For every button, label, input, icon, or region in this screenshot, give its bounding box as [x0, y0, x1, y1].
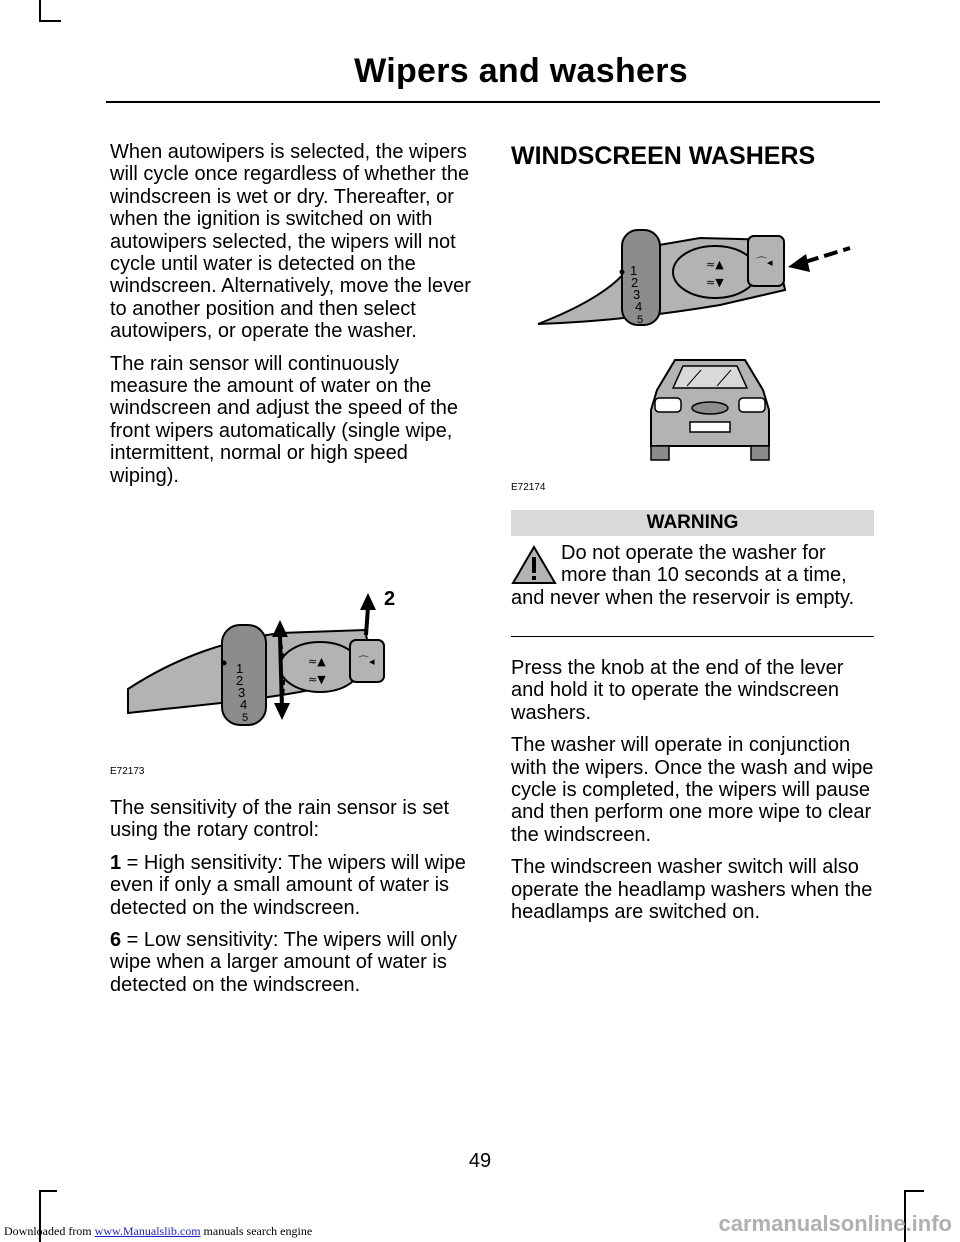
dial-number: 5 [242, 712, 249, 724]
sensitivity-key: 1 [110, 851, 122, 874]
dial-number: 4 [635, 299, 643, 314]
sensitivity-block [110, 797, 476, 1006]
warning-text-body: Do not operate the washer for more than 10 seconds at a time, and never when the reservoir is empty. [511, 542, 855, 609]
dial-number: 1 [236, 661, 244, 676]
figure-callout: 2 [384, 588, 396, 610]
footer-prefix: Downloaded from [4, 1224, 95, 1238]
sensitivity-text: = High sensitivity: The wipers will wipe even if only a small amount of water is detected on the windscreen. [110, 851, 466, 919]
crop-mark [39, 0, 41, 22]
paragraph: The sensitivity of the rain sensor is set using the rotary control: [110, 797, 450, 842]
section-heading: WINDSCREEN WASHERS [511, 142, 816, 170]
crop-mark [39, 20, 61, 22]
warning-heading: WARNING [511, 510, 874, 536]
warning-rule [511, 636, 874, 637]
svg-text:⌒◂: ⌒◂ [756, 256, 773, 269]
title-rule [106, 101, 880, 103]
wiper-lever-rotary-figure [110, 585, 410, 770]
sensitivity-item [110, 929, 476, 996]
right-column [511, 657, 876, 933]
crop-mark [904, 1190, 924, 1192]
dial-number: 3 [238, 685, 246, 700]
paragraph: The rain sensor will continuously measure the amount of water on the windscreen and adjust the speed of the front wipers automatically (single wipe, intermittent, normal or high speed wiping). [110, 352, 459, 487]
dial-number: 2 [631, 275, 639, 290]
dial-number: 2 [236, 673, 244, 688]
figure-code: E72174 [511, 482, 546, 493]
paragraph: Press the knob at the end of the lever and hold it to operate the windscreen washers. [511, 657, 844, 724]
dial-number: 3 [633, 287, 641, 302]
page-title: Wipers and washers [354, 52, 688, 90]
figure-code: E72173 [110, 766, 145, 777]
footer-suffix: manuals search engine [200, 1224, 313, 1238]
dial-number: 5 [637, 314, 644, 326]
paragraph: When autowipers is selected, the wipers will cycle once regardless of whether the windscreen is wet or dry. Thereafter, or when the ignition is switched on with autowipers selected, the wipers will not cycle until water is detected on the windscreen. Alternatively, move the lever to another position and then select autowipers, or operate the washer. [110, 141, 471, 343]
crop-mark [39, 1190, 57, 1192]
svg-text:≈▼: ≈▼ [308, 673, 326, 686]
car-front-figure [645, 350, 775, 462]
footer [4, 1224, 312, 1239]
svg-text:≈▲: ≈▲ [308, 655, 326, 668]
sensitivity-item [110, 852, 476, 919]
dial-number: 4 [240, 697, 248, 712]
watermark: carmanualsonline.info [718, 1211, 952, 1236]
svg-text:≈▲: ≈▲ [706, 258, 724, 271]
svg-text:≈▼: ≈▼ [706, 276, 724, 289]
left-column [110, 141, 476, 497]
sensitivity-text: = Low sensitivity: The wipers will only wipe when a larger amount of water is detected on the windscreen. [110, 929, 457, 996]
warning-icon-spacer [511, 542, 561, 584]
paragraph: The windscreen washer switch will also operate the headlamp washers when the headlamps are switched on. [511, 856, 873, 924]
dial-number: 1 [630, 263, 638, 278]
washer-lever-figure [530, 210, 860, 330]
warning-text [511, 542, 876, 609]
page-number: 49 [468, 1150, 492, 1172]
footer-link[interactable]: www.Manualslib.com [94, 1224, 201, 1238]
paragraph: The washer will operate in conjunction with the wipers. Once the wash and wipe cycle is completed, the wipers will pause and then perform one more wipe to clear the windscreen. [511, 734, 874, 846]
sensitivity-key: 6 [110, 929, 122, 952]
svg-text:⌒◂: ⌒◂ [358, 655, 375, 668]
